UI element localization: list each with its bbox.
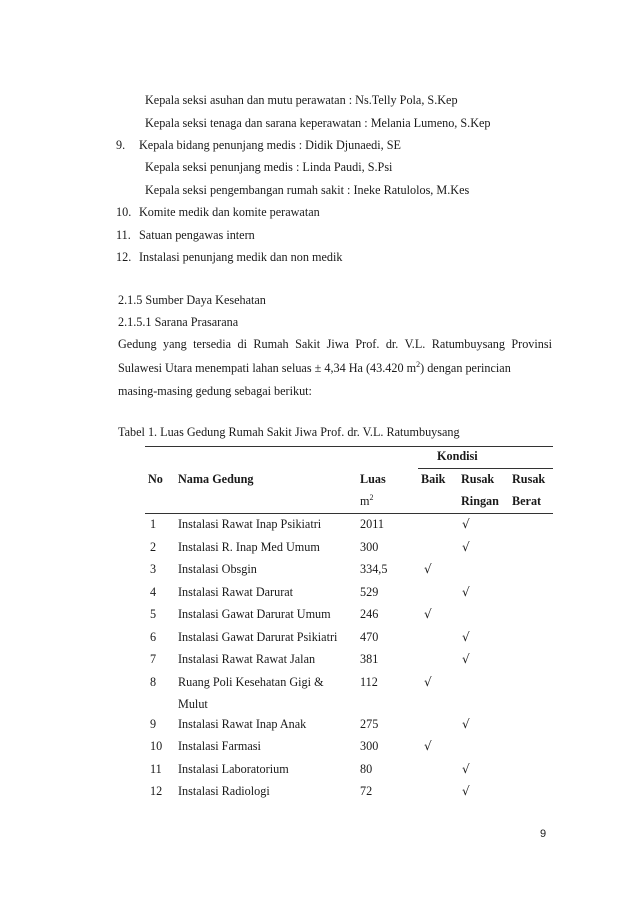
table-row-10-no: 10 xyxy=(150,739,163,753)
section-heading: 2.1.5 Sumber Daya Kesehatan xyxy=(118,293,266,307)
table-row-1-no: 1 xyxy=(150,517,157,531)
header-rusak-ringan-1: Rusak xyxy=(461,472,495,486)
table-row-8-no: 8 xyxy=(150,675,157,689)
luas-unit-sup: 2 xyxy=(369,492,374,502)
header-luas: Luas xyxy=(360,472,386,486)
table-row-11-luas: 80 xyxy=(360,762,373,776)
table-row-5-no: 5 xyxy=(150,607,157,621)
subsection-heading: 2.1.5.1 Sarana Prasarana xyxy=(118,315,239,329)
header-no: No xyxy=(148,472,163,486)
check-mark-icon: √ xyxy=(424,562,432,576)
header-rusak-ringan-2: Ringan xyxy=(461,494,499,508)
header-luas-unit xyxy=(360,494,373,509)
table-row-4-luas: 529 xyxy=(360,585,379,599)
table-row-11-no: 11 xyxy=(150,762,162,776)
list-number-9: 9. xyxy=(116,138,126,152)
table-row-3-nama: Instalasi Obsgin xyxy=(178,562,257,576)
table-row-3-luas: 334,5 xyxy=(360,562,388,576)
table-row-8-nama: Ruang Poli Kesehatan Gigi & xyxy=(178,675,324,689)
table-row-2-nama: Instalasi R. Inap Med Umum xyxy=(178,540,320,554)
table-row-4-nama: Instalasi Rawat Darurat xyxy=(178,585,294,599)
paragraph-line-2-text xyxy=(118,361,511,376)
check-mark-icon: √ xyxy=(424,739,432,753)
list-line-6: Komite medik dan komite perawatan xyxy=(139,205,320,219)
table-row-9-no: 9 xyxy=(150,717,157,731)
paragraph-line-2-a: Sulawesi Utara menempati lahan seluas ± 4,34 Ha (43.420 m xyxy=(118,361,417,375)
table-row-10-nama: Instalasi Farmasi xyxy=(178,739,261,753)
table-row-8-luas: 112 xyxy=(360,675,378,689)
superscript-2: 2 xyxy=(416,359,421,369)
list-line-5: Kepala seksi pengembangan rumah sakit : Ineke Ratulolos, M.Kes xyxy=(145,183,470,197)
check-mark-icon: √ xyxy=(424,675,432,689)
table-row-1-luas: 2011 xyxy=(360,517,384,531)
table-row-8-nama-cont: Mulut xyxy=(178,697,208,711)
table-row-2-luas: 300 xyxy=(360,540,379,554)
header-baik: Baik xyxy=(421,472,446,486)
paragraph-line-3: masing-masing gedung sebagai berikut: xyxy=(118,384,312,398)
list-line-7: Satuan pengawas intern xyxy=(139,228,255,242)
header-rusak-berat-1: Rusak xyxy=(512,472,546,486)
check-mark-icon: √ xyxy=(462,762,470,776)
table-header-rule xyxy=(145,513,553,514)
table-row-3-no: 3 xyxy=(150,562,157,576)
paragraph-line-1: Gedung yang tersedia di Rumah Sakit Jiwa Prof. dr. V.L. Ratumbuysang Provinsi xyxy=(118,337,552,351)
table-row-9-nama: Instalasi Rawat Inap Anak xyxy=(178,717,307,731)
paragraph-line-2-b: ) dengan perincian xyxy=(420,361,511,375)
list-line-8: Instalasi penunjang medik dan non medik xyxy=(139,250,343,264)
table-row-7-luas: 381 xyxy=(360,652,379,666)
paragraph-line-2 xyxy=(118,361,552,376)
table-row-6-nama: Instalasi Gawat Darurat Psikiatri xyxy=(178,630,338,644)
check-mark-icon: √ xyxy=(424,607,432,621)
table-row-10-luas: 300 xyxy=(360,739,379,753)
check-mark-icon: √ xyxy=(462,540,470,554)
table-row-5-luas: 246 xyxy=(360,607,379,621)
table-row-9-luas: 275 xyxy=(360,717,379,731)
list-line-2: Kepala seksi tenaga dan sarana keperawatan : Melania Lumeno, S.Kep xyxy=(145,116,491,130)
table-row-5-nama: Instalasi Gawat Darurat Umum xyxy=(178,607,331,621)
check-mark-icon: √ xyxy=(462,585,470,599)
header-rusak-berat-2: Berat xyxy=(512,494,542,508)
check-mark-icon: √ xyxy=(462,630,470,644)
list-line-1: Kepala seksi asuhan dan mutu perawatan : Ns.Telly Pola, S.Kep xyxy=(145,93,458,107)
list-number-11: 11. xyxy=(116,228,131,242)
table-row-1-nama: Instalasi Rawat Inap Psikiatri xyxy=(178,517,322,531)
check-mark-icon: √ xyxy=(462,517,470,531)
check-mark-icon: √ xyxy=(462,717,470,731)
luas-unit-m: m xyxy=(360,494,370,508)
table-top-rule xyxy=(145,446,553,447)
table-row-11-nama: Instalasi Laboratorium xyxy=(178,762,289,776)
list-line-3: Kepala bidang penunjang medis : Didik Djunaedi, SE xyxy=(139,138,401,152)
check-mark-icon: √ xyxy=(462,784,470,798)
check-mark-icon: √ xyxy=(462,652,470,666)
kondisi-rule xyxy=(418,468,553,469)
page-number: 9 xyxy=(540,828,547,840)
table-row-4-no: 4 xyxy=(150,585,157,599)
table-row-6-no: 6 xyxy=(150,630,157,644)
table-row-12-no: 12 xyxy=(150,784,163,798)
table-row-7-nama: Instalasi Rawat Rawat Jalan xyxy=(178,652,316,666)
header-nama-gedung: Nama Gedung xyxy=(178,472,254,486)
table-caption: Tabel 1. Luas Gedung Rumah Sakit Jiwa Prof. dr. V.L. Ratumbuysang xyxy=(118,425,460,439)
table-row-12-nama: Instalasi Radiologi xyxy=(178,784,270,798)
table-row-6-luas: 470 xyxy=(360,630,379,644)
table-row-12-luas: 72 xyxy=(360,784,373,798)
table-row-7-no: 7 xyxy=(150,652,157,666)
list-line-4: Kepala seksi penunjang medis : Linda Paudi, S.Psi xyxy=(145,160,393,174)
list-number-12: 12. xyxy=(116,250,132,264)
list-number-10: 10. xyxy=(116,205,132,219)
header-kondisi: Kondisi xyxy=(437,449,478,463)
table-row-2-no: 2 xyxy=(150,540,157,554)
